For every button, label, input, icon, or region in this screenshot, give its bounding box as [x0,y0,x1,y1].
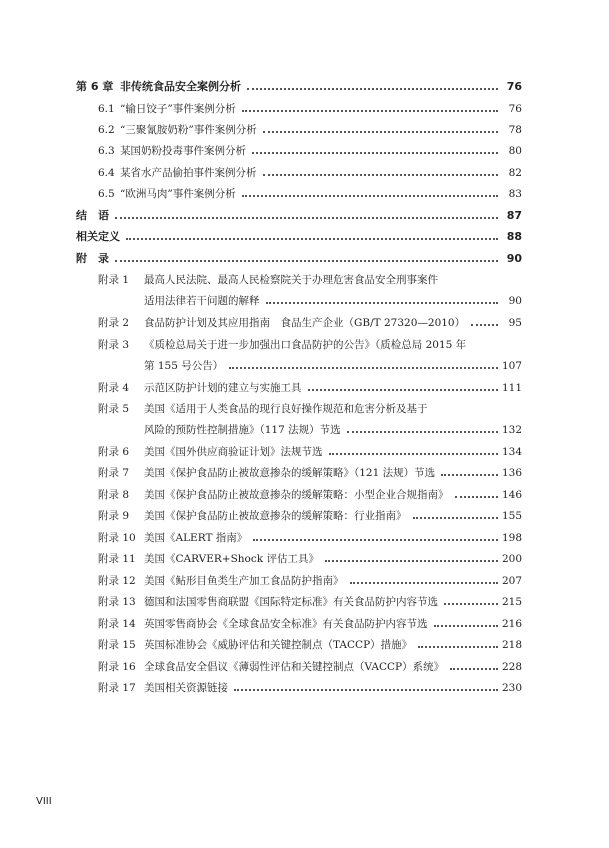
toc-entry-page-number: 218 [501,639,522,651]
dot-leader [253,539,498,541]
toc-entry-prefix: 第 6 章 [76,80,114,93]
dot-leader [115,217,498,219]
toc-entry-prefix: 6.3 [98,145,115,157]
toc-entry-prefix: 6.4 [98,167,115,179]
dot-leader [450,668,498,670]
toc-entry-page-number: 136 [501,467,522,479]
toc-entry-page-number: 146 [501,489,522,501]
toc-entry-prefix: 附录 10 [98,532,136,544]
toc-entry-page-number: 80 [508,145,522,157]
toc-entry-page-number: 198 [501,532,522,544]
toc-entry-title: 美国《保护食品防止被故意掺杂的缓解策略》（121 法规）节选 [144,467,436,479]
toc-entry-prefix: 6.5 [98,188,115,200]
toc-entry-prefix: 附录 2 [98,317,130,329]
toc-entry-page-number: 216 [501,618,522,630]
toc-entry [98,375,522,395]
toc-entry [98,568,522,588]
dot-leader [444,603,498,605]
toc-entry [76,74,522,94]
toc-entry-prefix: 附录 6 [98,446,130,458]
toc-entry-title: 美国《鲇形目鱼类生产加工食品防护指南》 [144,575,344,587]
toc-entry-page-number: 228 [501,661,522,673]
toc-entry-title: 全球食品安全倡议《薄弱性评估和关键控制点（VACCP）系统》 [144,661,445,673]
toc-entry-page-number: 78 [508,124,522,136]
toc-entry-page-number: 132 [501,424,522,436]
toc-entry-page-number: 200 [501,553,522,565]
toc-entry-page-number: 230 [501,682,522,694]
toc-entry-continuation [144,288,522,308]
toc-entry-page-number: 155 [501,510,522,522]
dot-leader [434,625,498,627]
toc-entry-title: 美国《ALERT 指南》 [144,532,248,544]
toc-entry-prefix: 附录 7 [98,467,130,479]
toc-entry [98,482,522,502]
page-number-footer: VIII [36,796,52,807]
toc-entry-prefix: 附录 12 [98,575,136,587]
toc-entry-title: 美国《CARVER+Shock 评估工具》 [144,553,319,565]
toc-entry-page-number: 76 [506,80,522,93]
toc-entry [98,439,522,459]
toc-entry-prefix: 附录 15 [98,639,136,651]
toc-entry [98,632,522,652]
toc-entry [98,267,522,287]
toc-entry-prefix: 附录 16 [98,661,136,673]
toc-entry [76,246,522,266]
dot-leader [325,560,498,562]
toc-entry [98,181,522,201]
dot-leader [347,431,498,433]
toc-entry [98,675,522,695]
dot-leader [471,324,498,326]
toc-entry-title: 食品防护计划及其应用指南 食品生产企业（GB/T 27320—2010） [144,317,466,329]
toc-entry-title: 德国和法国零售商联盟《国际特定标准》有关食品防护内容节选 [144,596,438,608]
toc-entry-title-line2: 风险的预防性控制措施》（117 法规）节选 [144,424,341,436]
toc-entry-page-number: 90 [506,252,522,265]
toc-entry-prefix: 附 录 [76,252,109,265]
toc-entry-page-number: 88 [506,230,522,243]
toc-entry-prefix: 附录 1 [98,274,130,286]
dot-leader [229,367,498,369]
dot-leader [115,260,498,262]
toc-entry-title: 美国《国外供应商验证计划》法规节选 [144,446,323,458]
toc-entry-title: “欧洲马肉”事件案例分析 [120,188,236,200]
dot-leader [329,453,498,455]
toc-entry [98,332,522,352]
toc-entry-title: 英国标准协会《威胁评估和关键控制点（TACCP）措施》 [144,639,413,651]
toc-entry-page-number: 134 [501,446,522,458]
toc-entry-prefix: 结 语 [76,209,109,222]
toc-entry-title: 美国相关资源链接 [144,682,228,694]
toc-entry-title: 美国《保护食品防止被故意掺杂的缓解策略：行业指南》 [144,510,407,522]
dot-leader [418,646,498,648]
toc-entry-prefix: 附录 14 [98,618,136,630]
dot-leader [455,496,498,498]
toc-entry [98,546,522,566]
toc-entry [98,310,522,330]
dot-leader [126,238,498,240]
dot-leader [263,131,498,133]
toc-entry [98,160,522,180]
toc-entry-prefix: 附录 4 [98,382,130,394]
toc-entry-title-line2: 适用法律若干问题的解释 [144,295,260,307]
dot-leader [234,689,498,691]
toc-entry-prefix: 附录 13 [98,596,136,608]
toc-entry-title: 某省水产品偷拍事件案例分析 [120,167,257,179]
dot-leader [413,517,498,519]
toc-entry-page-number: 95 [508,317,522,329]
toc-entry [76,203,522,223]
toc-entry-page-number: 215 [501,596,522,608]
toc-entry-title: 美国《适用于人类食品的现行良好操作规范和危害分析及基于 [144,403,428,415]
dot-leader [266,302,499,304]
toc-entry-page-number: 107 [501,360,522,372]
dot-leader [308,389,498,391]
toc-entry-prefix: 6.2 [98,124,115,136]
toc-entry [98,138,522,158]
toc-entry-prefix: 附录 9 [98,510,130,522]
toc-entry-title: 最高人民法院、最高人民检察院关于办理危害食品安全刑事案件 [144,274,438,286]
toc-entry-continuation [144,417,522,437]
toc-entry-title: “输日饺子”事件案例分析 [120,103,236,115]
toc-entry-page-number: 207 [501,575,522,587]
toc-entry-page-number: 111 [501,382,522,394]
toc-entry [98,117,522,137]
toc-entry [98,654,522,674]
toc-entry [76,224,522,244]
dot-leader [252,152,498,154]
toc-entry-prefix: 附录 3 [98,339,130,351]
toc-entry-continuation [144,353,522,373]
dot-leader [247,88,498,90]
toc-entry [98,503,522,523]
toc-entry-prefix: 6.1 [98,103,115,115]
dot-leader [263,174,499,176]
toc-entry-prefix: 附录 5 [98,403,130,415]
dot-leader [242,195,498,197]
toc-entry-page-number: 76 [508,103,522,115]
toc-entry-page-number: 82 [508,167,522,179]
toc-entry-title: 示范区防护计划的建立与实施工具 [144,382,302,394]
toc-entry [98,460,522,480]
toc-entry-title: 《质检总局关于进一步加强出口食品防护的公告》（质检总局 2015 年 [144,339,467,351]
dot-leader [441,474,498,476]
toc-entry [98,525,522,545]
toc-entry-title: 某国奶粉投毒事件案例分析 [120,145,246,157]
toc-entry-prefix: 附录 11 [98,553,136,565]
toc-entry-title-line2: 第 155 号公告） [144,360,224,372]
toc-entry-page-number: 83 [508,188,522,200]
dot-leader [242,110,498,112]
toc-entry-prefix: 附录 8 [98,489,130,501]
toc-entry-title: 美国《保护食品防止被故意掺杂的缓解策略：小型企业合规指南》 [144,489,449,501]
dot-leader [350,582,498,584]
toc-entry-title: 非传统食品安全案例分析 [120,80,241,93]
toc-entry-page-number: 87 [506,209,522,222]
toc-entry-title: 英国零售商协会《全球食品安全标准》有关食品防护内容节选 [144,618,428,630]
toc-entry-prefix: 相关定义 [76,230,120,243]
toc-entry-title: “三聚氰胺奶粉”事件案例分析 [120,124,257,136]
toc-entry [98,96,522,116]
toc-entry [98,589,522,609]
toc-entry [98,396,522,416]
toc-entry-prefix: 附录 17 [98,682,136,694]
toc-entry-page-number: 90 [508,295,522,307]
toc-entry [98,611,522,631]
